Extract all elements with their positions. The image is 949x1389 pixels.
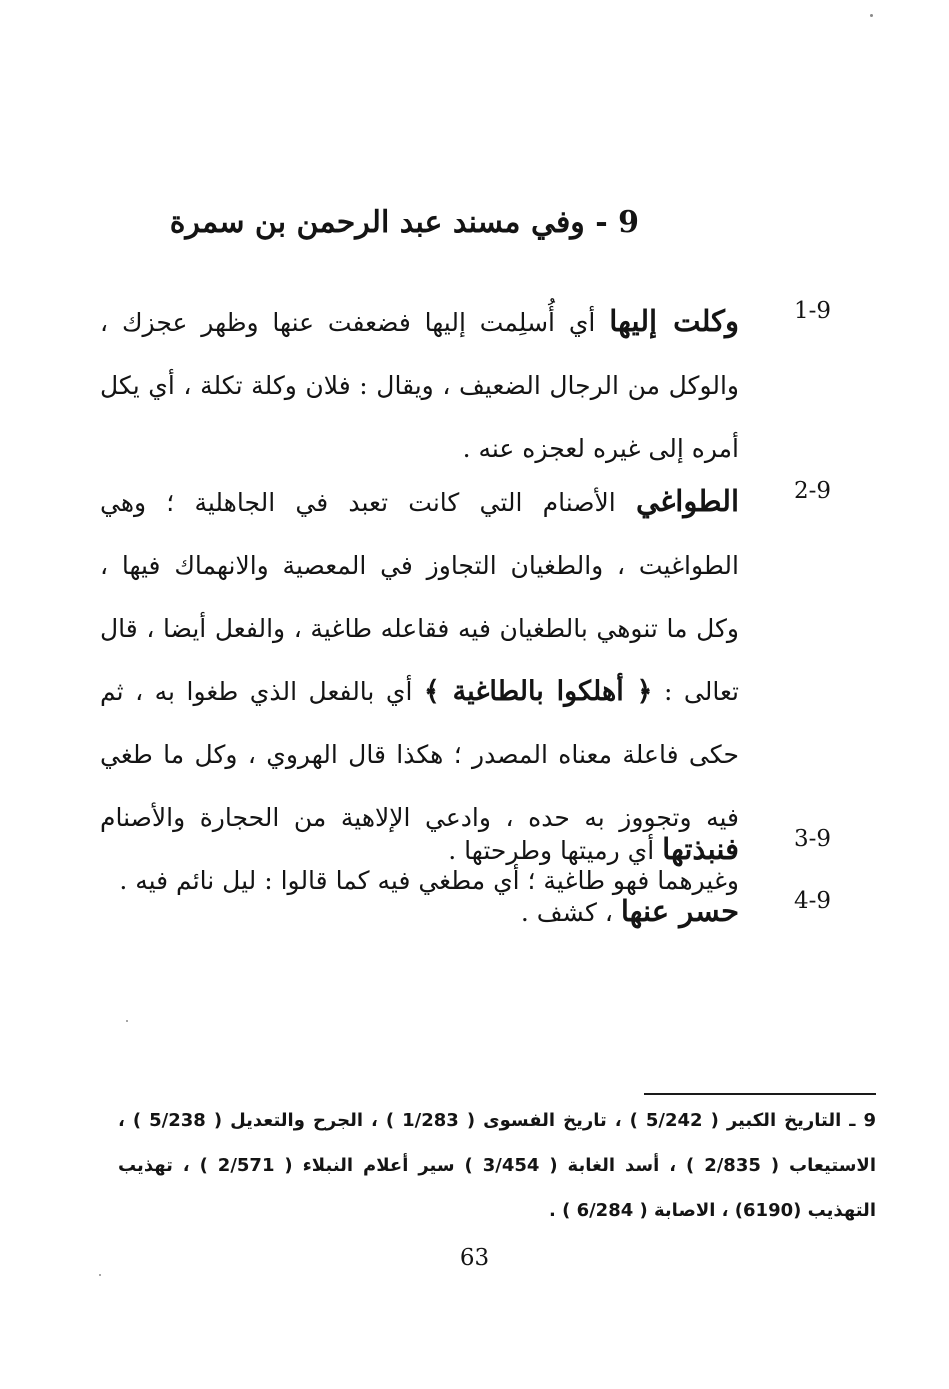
footnote: 9 ـ التاريخ الكبير ( 5/242 ) ، تاريخ الفسوى ( 1/283 ) ، الجرح والتعديل ( 5/238 ) ، الاستيعاب ( 2/835 ) ، أسد الغابة ( 3/454 ) سير أعلام النبلاء ( 2/571 ) ، تهذيب التهذيب (6190) ، الاصابة ( 6/284 ) . — [118, 1110, 876, 1221]
page-number: 63 — [459, 1245, 490, 1271]
entry-number: 4-9 — [794, 888, 832, 914]
entry-text — [100, 290, 739, 480]
scan-speck — [99, 1274, 101, 1276]
entry-text — [100, 880, 739, 944]
entry-text — [100, 818, 739, 882]
section-heading: 9 - وفي مسند عبد الرحمن بن سمرة — [169, 205, 639, 240]
scan-speck — [870, 14, 873, 17]
entry-definition: ، كشف . — [520, 898, 621, 927]
entry-term: وكلت إليها — [609, 304, 739, 338]
entry-number: 2-9 — [794, 478, 832, 504]
glossary-entry — [100, 818, 854, 882]
quran-quote: ﴿ أهلكوا بالطاغية ﴾ — [423, 676, 653, 707]
entry-term: الطواغي — [635, 484, 739, 518]
entry-definition: الأصنام التي كانت تعبد في الجاهلية ؛ وهي الطواغيت ، والطغيان التجاوز في المعصية والانهماك فيها ، وكل ما تنوهي بالطغيان فيه فقاعله طاغية ، والفعل أيضا ، قال تعالى : — [100, 488, 739, 706]
glossary-entry — [100, 290, 854, 480]
scan-speck — [126, 1020, 128, 1022]
glossary-entry — [100, 880, 854, 944]
entry-definition: أي أُسلِمت إليها فضعفت عنها وظهر عجزك ، والوكل من الرجال الضعيف ، ويقال : فلان وكلة تكلة ، أي يكل أمره إلى غيره لعجزه عنه . — [100, 308, 739, 463]
entry-definition: أي رميتها وطرحتها . — [448, 836, 663, 865]
entry-term: فنبذتها — [662, 832, 739, 866]
entry-number: 1-9 — [794, 298, 832, 324]
footnote-separator — [644, 1093, 876, 1095]
entry-number: 3-9 — [794, 826, 832, 852]
entry-term: حسر عنها — [620, 894, 739, 928]
entry-definition-continued: أي بالفعل الذي طغوا به ، ثم حكى فاعلة معناه المصدر ؛ هكذا قال الهروي ، وكل ما طغي فيه وتجووز به حده ، وادعي الإلاهية من الحجارة والأصنام وغيرهما فهو طاغية ؛ أي مطغي فيه كما قالوا : ليل نائم فيه . — [100, 677, 739, 895]
